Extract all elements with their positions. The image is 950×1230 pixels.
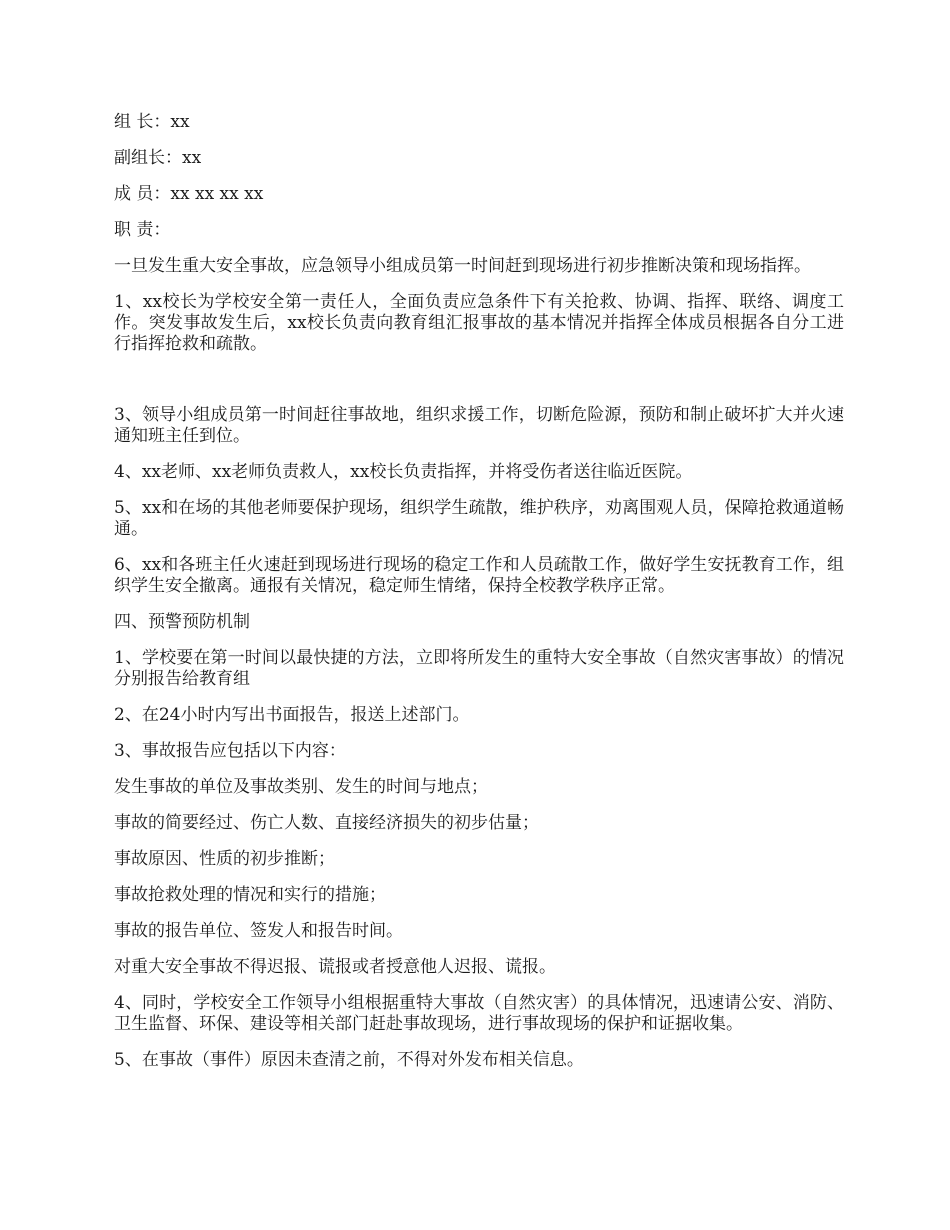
report-content-3: 事故原因、性质的初步推断； (114, 849, 335, 869)
paragraph-item-4: 4、xx老师、xx老师负责救人，xx校长负责指挥，并将受伤者送往临近医院。 (114, 462, 693, 482)
warning-item-1: 1、学校要在第一时间以最快捷的方法，立即将所发生的重特大安全事故（自然灾害事故）的情况分别报告给教育组 (114, 648, 844, 689)
leader-line: 组 长：xx (114, 112, 190, 132)
paragraph-item-1: 1、xx校长为学校安全第一责任人，全面负责应急条件下有关抢救、协调、指挥、联络、调度工作。突发事故发生后，xx校长负责向教育组汇报事故的基本情况并指挥全体成员根据各自分工进行指挥抢救和疏散。 (114, 292, 844, 354)
report-content-4: 事故抢救处理的情况和实行的措施； (114, 885, 386, 905)
report-content-1: 发生事故的单位及事故类别、发生的时间与地点； (114, 777, 488, 797)
paragraph-item-3: 3、领导小组成员第一时间赶往事故地，组织求援工作，切断危险源，预防和制止破坏扩大并火速通知班主任到位。 (114, 405, 844, 446)
report-content-5: 事故的报告单位、签发人和报告时间。 (114, 921, 403, 941)
members-line: 成 员：xx xx xx xx (114, 184, 264, 204)
report-content-2: 事故的简要经过、伤亡人数、直接经济损失的初步估量； (114, 813, 539, 833)
duties-heading: 职 责： (114, 220, 171, 240)
document-body (114, 112, 844, 1086)
section-heading-4: 四、预警预防机制 (114, 612, 250, 632)
paragraph-item-5: 5、xx和在场的其他老师要保护现场，组织学生疏散，维护秩序，劝离围观人员，保障抢救通道畅通。 (114, 498, 844, 539)
paragraph-item-6: 6、xx和各班主任火速赶到现场进行现场的稳定工作和人员疏散工作，做好学生安抚教育工作，组织学生安全撤离。通报有关情况，稳定师生情绪，保持全校教学秩序正常。 (114, 555, 844, 596)
report-rule: 对重大安全事故不得迟报、谎报或者授意他人迟报、谎报。 (114, 957, 556, 977)
warning-item-5: 5、在事故（事件）原因未查清之前，不得对外发布相关信息。 (114, 1050, 584, 1070)
warning-item-4: 4、同时，学校安全工作领导小组根据重特大事故（自然灾害）的具体情况，迅速请公安、消防、卫生监督、环保、建设等相关部门赶赴事故现场，进行事故现场的保护和证据收集。 (114, 993, 844, 1034)
warning-item-3: 3、事故报告应包括以下内容： (114, 741, 346, 761)
deputy-leader-line: 副组长：xx (114, 148, 202, 168)
paragraph-intro: 一旦发生重大安全事故，应急领导小组成员第一时间赶到现场进行初步推断决策和现场指挥。 (114, 256, 811, 276)
warning-item-2: 2、在24小时内写出书面报告，报送上述部门。 (114, 705, 470, 725)
